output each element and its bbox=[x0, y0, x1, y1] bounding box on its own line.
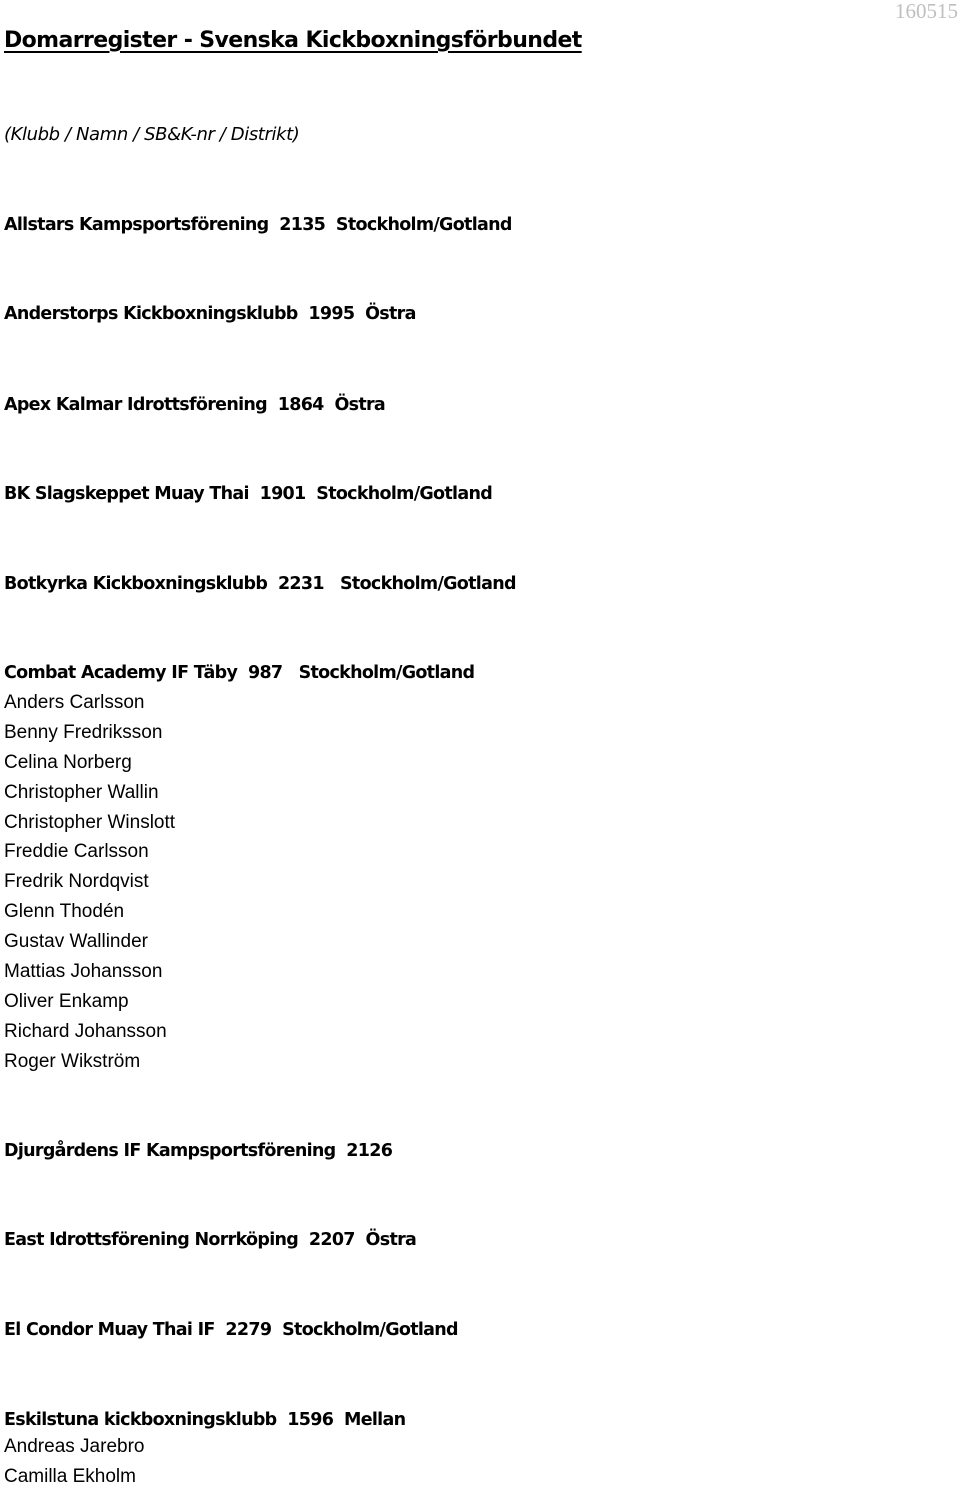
club-heading: Allstars Kampsportsförening 2135 Stockholm/Gotland bbox=[4, 215, 512, 235]
referee-name: Andreas Jarebro bbox=[4, 1436, 145, 1457]
referee-name: Glenn Thodén bbox=[4, 901, 125, 923]
referee-name: Christopher Winslott bbox=[4, 811, 176, 833]
referee-list bbox=[4, 692, 175, 1081]
club-heading: Anderstorps Kickboxningsklubb 1995 Östra bbox=[4, 304, 416, 324]
club-heading: BK Slagskeppet Muay Thai 1901 Stockholm/Gotland bbox=[4, 484, 493, 504]
document-id: 160515 bbox=[895, 0, 958, 23]
referee-name: Christopher Wallin bbox=[4, 781, 159, 803]
club-heading: East Idrottsförening Norrköping 2207 Östra bbox=[4, 1230, 417, 1250]
club-heading: Eskilstuna kickboxningsklubb 1596 Mellan bbox=[4, 1410, 406, 1430]
referee-name: Benny Fredriksson bbox=[4, 721, 163, 743]
referee-name: Anders Carlsson bbox=[4, 692, 145, 713]
club-heading: Botkyrka Kickboxningsklubb 2231 Stockholm/Gotland bbox=[4, 574, 516, 594]
referee-name: Mattias Johansson bbox=[4, 961, 163, 983]
club-heading: Djurgårdens IF Kampsportsförening 2126 bbox=[4, 1141, 393, 1161]
referee-name: Camilla Ekholm bbox=[4, 1465, 136, 1487]
club-heading: Apex Kalmar Idrottsförening 1864 Östra bbox=[4, 395, 386, 415]
referee-list bbox=[4, 1436, 144, 1496]
club-heading: Combat Academy IF Täby 987 Stockholm/Gotland bbox=[4, 663, 475, 683]
referee-name: Gustav Wallinder bbox=[4, 931, 148, 953]
referee-name: Oliver Enkamp bbox=[4, 990, 129, 1012]
club-heading: El Condor Muay Thai IF 2279 Stockholm/Gotland bbox=[4, 1320, 458, 1340]
page-title: Domarregister - Svenska Kickboxningsförbundet bbox=[4, 28, 582, 53]
column-legend: (Klubb / Namn / SB&K-nr / Distrikt) bbox=[4, 124, 300, 145]
referee-name: Fredrik Nordqvist bbox=[4, 871, 149, 893]
referee-name: Richard Johansson bbox=[4, 1020, 167, 1042]
referee-name: Roger Wikström bbox=[4, 1050, 141, 1072]
referee-name: Celina Norberg bbox=[4, 751, 132, 773]
referee-name: Freddie Carlsson bbox=[4, 841, 149, 863]
